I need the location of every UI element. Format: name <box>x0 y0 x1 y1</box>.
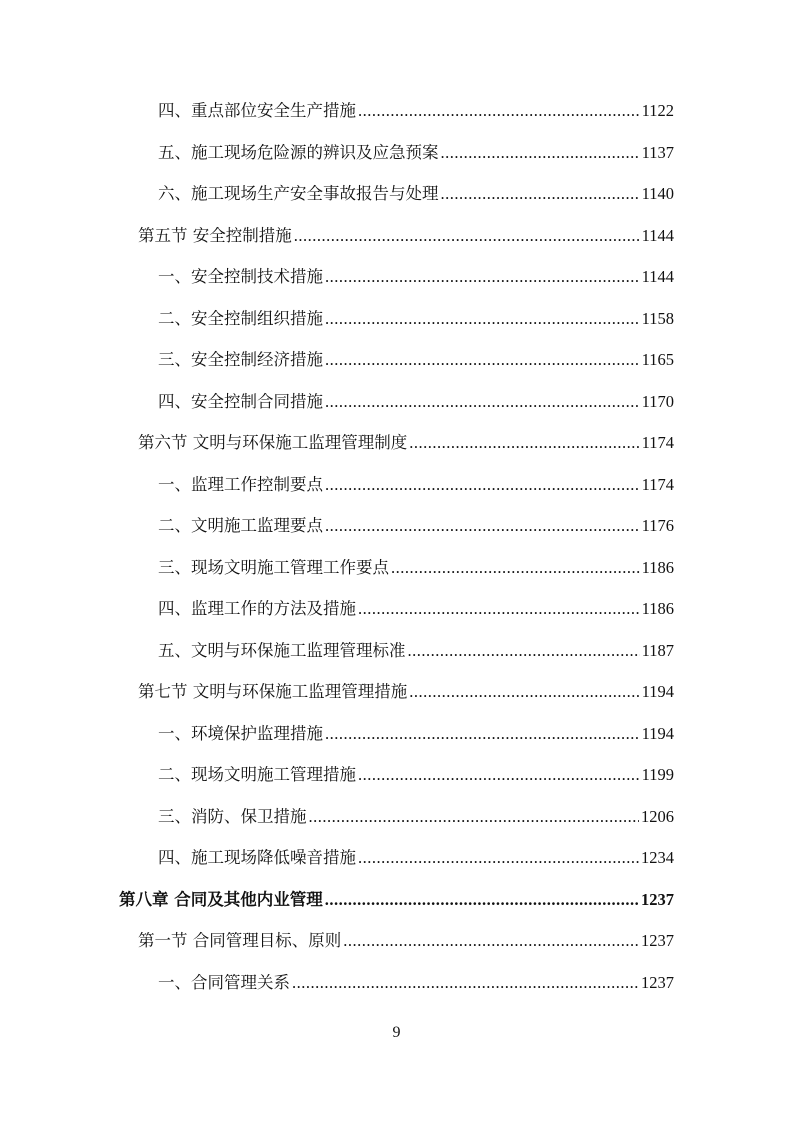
toc-entry-page: 1140 <box>641 184 674 203</box>
toc-entry-page: 1234 <box>641 848 674 867</box>
toc-section-entry[interactable] <box>138 927 674 955</box>
toc-dot-leader <box>391 554 640 582</box>
toc-item-entry[interactable] <box>158 471 674 499</box>
toc-dot-leader <box>358 595 640 623</box>
toc-entry-title: 四、监理工作的方法及措施 <box>158 599 356 618</box>
toc-dot-leader <box>294 222 640 250</box>
toc-dot-leader <box>441 180 640 208</box>
toc-dot-leader <box>358 97 640 125</box>
toc-entry-page: 1165 <box>641 350 674 369</box>
toc-entry-title: 第六节 文明与环保施工监理管理制度 <box>138 433 408 452</box>
toc-dot-leader <box>408 637 640 665</box>
toc-entry-title: 一、环境保护监理措施 <box>158 723 323 743</box>
toc-dot-leader <box>358 844 639 872</box>
toc-section-entry[interactable] <box>138 429 674 457</box>
toc-entry-page: 1174 <box>641 474 674 494</box>
toc-item-entry[interactable] <box>158 180 674 208</box>
page-number: 9 <box>392 1024 401 1041</box>
toc-entry-page: 1194 <box>641 682 674 701</box>
toc-entry-page: 1186 <box>641 599 674 618</box>
toc-entry-title: 二、文明施工监理要点 <box>158 516 323 535</box>
toc-entry-page: 1170 <box>641 391 674 411</box>
toc-dot-leader <box>325 263 640 291</box>
toc-dot-leader <box>343 927 639 955</box>
toc-entry-title: 四、重点部位安全生产措施 <box>158 101 356 120</box>
toc-dot-leader <box>441 139 640 167</box>
toc-dot-leader <box>292 969 639 997</box>
toc-entry-page: 1122 <box>641 101 674 120</box>
toc-entry-page: 1174 <box>641 433 674 452</box>
toc-entry-title: 三、现场文明施工管理工作要点 <box>158 557 389 577</box>
toc-item-entry[interactable] <box>158 803 674 831</box>
toc-entry-title: 五、施工现场危险源的辨识及应急预案 <box>158 142 439 162</box>
toc-item-entry[interactable] <box>158 305 674 333</box>
toc-entry-page: 1186 <box>641 557 674 577</box>
toc-entry-title: 第八章 合同及其他内业管理 <box>119 889 323 909</box>
toc-chapter-entry[interactable] <box>119 886 674 914</box>
toc-dot-leader <box>325 886 639 914</box>
toc-entry-page: 1158 <box>641 308 674 328</box>
toc-dot-leader <box>309 803 640 831</box>
toc-entry-page: 1237 <box>641 972 674 992</box>
toc-item-entry[interactable] <box>158 97 674 125</box>
toc-entry-page: 1199 <box>641 765 674 784</box>
toc-item-entry[interactable] <box>158 720 674 748</box>
toc-item-entry[interactable] <box>158 637 674 665</box>
toc-entry-title: 一、合同管理关系 <box>158 972 290 992</box>
toc-item-entry[interactable] <box>158 346 674 374</box>
toc-item-entry[interactable] <box>158 844 674 872</box>
toc-entry-title: 第五节 安全控制措施 <box>138 225 292 245</box>
toc-item-entry[interactable] <box>158 512 674 540</box>
toc-entry-title: 六、施工现场生产安全事故报告与处理 <box>158 184 439 203</box>
toc-entry-title: 二、现场文明施工管理措施 <box>158 765 356 784</box>
toc-section-entry[interactable] <box>138 678 674 706</box>
toc-dot-leader <box>325 346 640 374</box>
toc-entry-page: 1176 <box>641 516 674 535</box>
toc-entry-page: 1144 <box>641 225 674 245</box>
toc-entry-page: 1194 <box>641 723 674 743</box>
toc-item-entry[interactable] <box>158 263 674 291</box>
toc-entry-title: 第一节 合同管理目标、原则 <box>138 931 342 950</box>
toc-dot-leader <box>325 388 640 416</box>
toc-entry-title: 二、安全控制组织措施 <box>158 308 323 328</box>
toc-dot-leader <box>325 471 640 499</box>
toc-dot-leader <box>358 761 640 789</box>
toc-entry-page: 1144 <box>641 267 674 286</box>
toc-item-entry[interactable] <box>158 595 674 623</box>
toc-entry-title: 四、施工现场降低噪音措施 <box>158 848 356 867</box>
toc-dot-leader <box>325 512 640 540</box>
toc-entry-title: 一、安全控制技术措施 <box>158 267 323 286</box>
toc-entry-page: 1137 <box>641 142 674 162</box>
toc-dot-leader <box>325 305 640 333</box>
toc-dot-leader <box>409 429 639 457</box>
toc-entry-title: 第七节 文明与环保施工监理管理措施 <box>138 682 408 701</box>
toc-entry-title: 三、消防、保卫措施 <box>158 806 307 826</box>
toc-entry-page: 1206 <box>641 806 674 826</box>
toc-item-entry[interactable] <box>158 761 674 789</box>
toc-entry-page: 1237 <box>641 931 674 950</box>
toc-item-entry[interactable] <box>158 969 674 997</box>
toc-section-entry[interactable] <box>138 222 674 250</box>
toc-entry-title: 五、文明与环保施工监理管理标准 <box>158 640 406 660</box>
toc-entry-title: 一、监理工作控制要点 <box>158 474 323 494</box>
toc-entry-page: 1237 <box>641 889 674 909</box>
toc-dot-leader <box>409 678 639 706</box>
toc-item-entry[interactable] <box>158 554 674 582</box>
toc-dot-leader <box>325 720 640 748</box>
toc-item-entry[interactable] <box>158 388 674 416</box>
toc-entry-page: 1187 <box>641 640 674 660</box>
toc-item-entry[interactable] <box>158 139 674 167</box>
toc-entry-title: 三、安全控制经济措施 <box>158 350 323 369</box>
toc-entry-title: 四、安全控制合同措施 <box>158 391 323 411</box>
